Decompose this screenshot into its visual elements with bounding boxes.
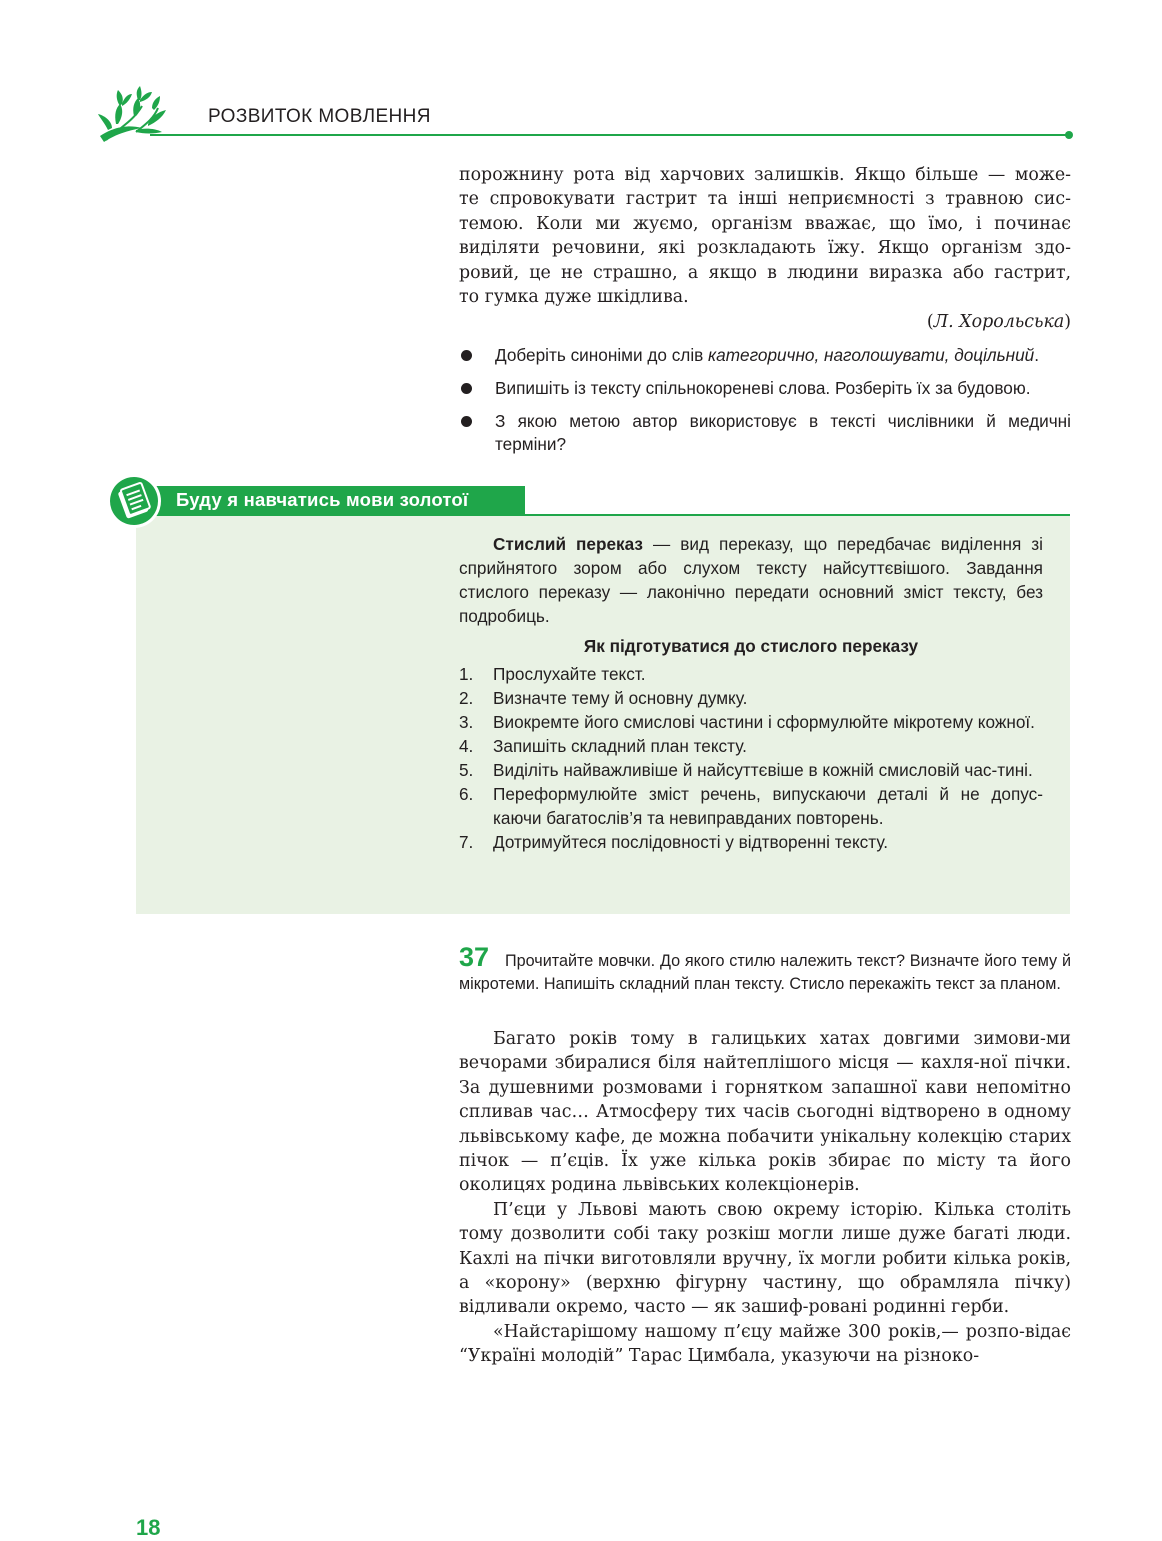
- rule-subtitle: Як підготуватися до стислого переказу: [583, 636, 919, 656]
- step-text: Виділіть найважливіше й найсуттєвіше в кожній смисловій час-тині.: [493, 760, 1033, 780]
- exercise-number: 37: [459, 942, 490, 972]
- step-text: Переформулюйте зміст речень, випускаючи деталі й не допус-каючи багатослів’я та невиправданих повторень.: [493, 784, 1043, 828]
- rule-title-line: [154, 514, 1070, 516]
- step-item: [459, 782, 1043, 830]
- paragraph: Багато років тому в галицьких хатах довгими зимови-ми вечорами збиралися біля найтеплішого місця — кахля-ної пічки. За душевними розмовами і горнятком запашної кави непомітно спливав час… Атмосферу тих часів сьогодні відтворено в одному львівському кафе, де можна побачити унікальну колекцію старих пічок — п’єців. Їх уже кілька років збирає по місту та його околицях родина львівських колекціонерів.: [459, 1029, 1071, 1196]
- step-item: [459, 758, 1043, 782]
- step-number: 1.: [459, 664, 474, 684]
- bullet-icon: [461, 383, 472, 394]
- exercise-text: [459, 1027, 1071, 1369]
- step-item: [459, 686, 1043, 710]
- step-number: 3.: [459, 712, 474, 732]
- text-line: темою. Коли ми жуємо, організм вважає, що їмо, і починає: [459, 213, 1071, 234]
- step-item: [459, 710, 1043, 734]
- text-line: те спровокувати гастрит та інші неприємності з травною сис-: [459, 189, 1071, 210]
- step-item: [459, 662, 1043, 686]
- step-number: 5.: [459, 760, 474, 780]
- step-text: Запишіть складний план тексту.: [493, 736, 747, 756]
- step-text: Дотримуйтеся послідовності у відтворенні тексту.: [493, 832, 888, 852]
- task-item: [459, 410, 1071, 456]
- text-author: (Л. Хорольська): [926, 312, 1071, 332]
- bullet-icon: [461, 416, 472, 427]
- continued-text: [459, 163, 1071, 309]
- step-number: 7.: [459, 832, 474, 852]
- step-number: 2.: [459, 688, 474, 708]
- bullet-icon: [461, 350, 472, 361]
- step-item: [459, 830, 1043, 854]
- task-item: [459, 377, 1071, 400]
- author-name: Л. Хорольська: [933, 312, 1065, 332]
- step-number: 6.: [459, 784, 474, 804]
- step-text: Прослухайте текст.: [493, 664, 646, 684]
- header-rule: [150, 134, 1070, 136]
- notebook-icon: [106, 473, 162, 529]
- rule-definition-text: — вид переказу, що передбачає виділення зі сприйнятого зором або слухом тексту найсуттєвішого. Завдання стислого переказу — лаконічно передати основний зміст тексту, без подробиць.: [459, 534, 1043, 626]
- task-text-end: .: [1034, 345, 1039, 365]
- rule-term: Стислий переказ: [493, 534, 643, 554]
- rule-box-title: Буду я навчатись мови золотої: [176, 489, 469, 510]
- task-text: З якою метою автор використовує в тексті числівники й медичні терміни?: [495, 411, 1071, 454]
- text-line: то гумка дуже шкідлива.: [459, 287, 689, 308]
- exercise-task: Прочитайте мовчки. До якого стилю належить текст? Визначте його тему й мікротеми. Напишіть складний план тексту. Стисло перекажіть текст за планом.: [459, 952, 1071, 993]
- tulip-ornament-icon: [96, 84, 172, 146]
- header-rule-dot: [1065, 131, 1073, 139]
- text-line: виділяти речовини, які розкладають їжу. Якщо організм здо-: [459, 238, 1071, 259]
- step-text: Визначте тему й основну думку.: [493, 688, 748, 708]
- step-text: Виокремте його смислові частини і сформулюйте мікротему кожної.: [493, 712, 1035, 732]
- paragraph: «Найстарішому нашому п’єцу майже 300 років,— розпо-відає “Україні молодій” Тарас Цимбала, указуючи на різноко-: [459, 1321, 1071, 1367]
- steps-list: [459, 662, 1043, 854]
- page-number: 18: [136, 1515, 161, 1540]
- text-line: порожнину рота від харчових залишків. Якщо більше — може-: [459, 165, 1071, 185]
- section-title: РОЗВИТОК МОВЛЕННЯ: [208, 106, 431, 127]
- task-item: [459, 344, 1071, 367]
- step-item: [459, 734, 1043, 758]
- rule-definition: [459, 532, 1043, 628]
- paragraph: П’єци у Львові мають свою окрему історію. Кілька століть тому дозволити собі таку розкіш могли лише дуже багаті люди. Кахлі на пічки виготовляли вручну, їх могли робити кілька років, а «корону» (верхню фігурну частину, що обрамляла пічку) відливали окремо, часто — як зашиф-ровані родинні герби.: [459, 1199, 1071, 1318]
- task-text: Доберіть синоніми до слів: [495, 345, 709, 365]
- task-text: Випишіть із тексту спільнокореневі слова. Розберіть їх за будовою.: [495, 378, 1031, 398]
- task-words: категорично, наголошувати, доцільний: [708, 345, 1035, 365]
- task-list: [459, 344, 1071, 466]
- text-line: ровий, це не страшно, а якщо в людини виразка або гастрит,: [459, 262, 1071, 283]
- step-number: 4.: [459, 736, 474, 756]
